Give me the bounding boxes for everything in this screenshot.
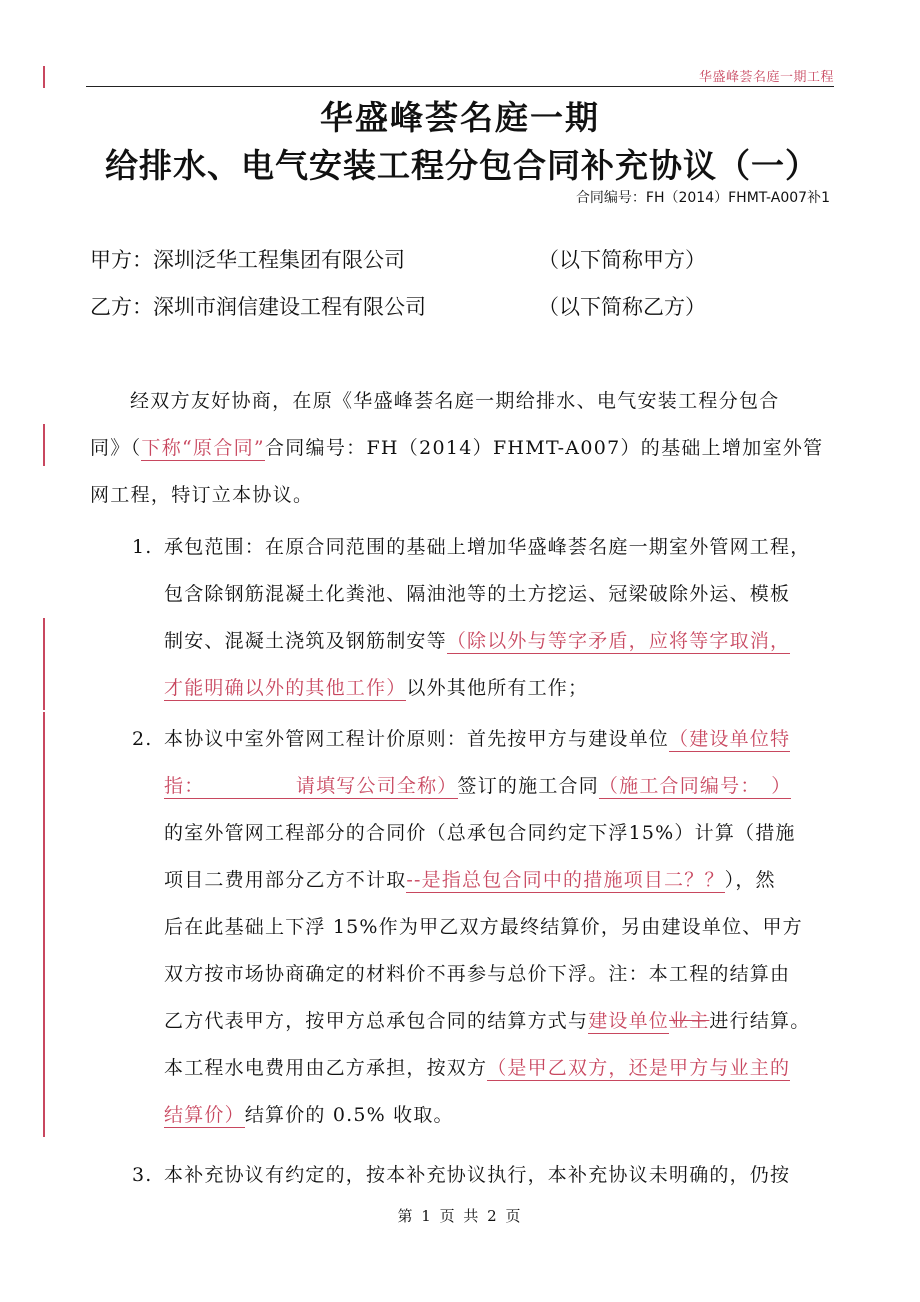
clause-line: 双方按市场协商确定的材料价不再参与总价下浮。注：本工程的结算由 — [164, 963, 791, 985]
clause-text-span: 本工程水电费用由乙方承担，按双方 — [164, 1057, 488, 1079]
clause-text — [164, 524, 836, 712]
annotation-text: 结算价） — [164, 1104, 245, 1126]
annotation-text: 才能明确以外的其他工作） — [164, 677, 407, 699]
deleted-text: 业主 — [669, 1010, 710, 1032]
clause-line — [164, 716, 836, 763]
document-title-line1: 华盛峰荟名庭一期 — [320, 98, 600, 137]
party-b-abbreviation: （以下简称乙方） — [538, 295, 706, 319]
intro-paragraph — [90, 378, 840, 519]
party-a-abbreviation: （以下简称甲方） — [538, 248, 706, 272]
clause-text-span: ），然 — [724, 869, 776, 891]
revision-mark — [43, 424, 45, 466]
party-b — [90, 291, 706, 321]
clause-text-span: 项目二费用部分乙方不计取 — [164, 869, 407, 891]
document-title-line2: 给排水、电气安装工程分包合同补充协议（一） — [105, 146, 819, 185]
intro-line — [90, 425, 840, 472]
clause-number: 2. — [132, 728, 153, 750]
annotation-text: （建设单位特 — [669, 728, 791, 750]
clause-number: 1. — [132, 536, 153, 558]
intro-line: 经双方友好协商，在原《华盛峰荟名庭一期给排水、电气安装工程分包合 — [130, 390, 780, 412]
clause-line — [164, 857, 836, 904]
running-header-title: 华盛峰荟名庭一期工程 — [698, 70, 834, 85]
revision-mark — [43, 618, 45, 710]
clause-line — [164, 1045, 836, 1092]
clause-line: 包含除钢筋混凝土化粪池、隔油池等的土方挖运、冠梁破除外运、模板 — [164, 583, 791, 605]
party-a-name: 甲方：深圳泛华工程集团有限公司 — [90, 248, 405, 272]
annotation-text: 下称“原合同” — [141, 437, 265, 459]
clause-number: 3. — [132, 1164, 153, 1186]
clause-line — [164, 665, 836, 712]
party-a — [90, 244, 706, 274]
page-number-footer: 第 1 页 共 2 页 — [397, 1207, 523, 1225]
revision-mark — [43, 712, 45, 1137]
intro-line: 网工程，特订立本协议。 — [90, 484, 314, 506]
revision-mark — [43, 66, 45, 88]
clause-text-span: 结算价的 0.5% 收取。 — [244, 1104, 454, 1126]
contract-number: 合同编号：FH（2014）FHMT-A007补1 — [575, 190, 830, 206]
header-rule — [86, 86, 834, 87]
clause-line: 本补充协议有约定的，按本补充协议执行，本补充协议未明确的，仍按 — [164, 1164, 791, 1186]
intro-text: 同》（ — [90, 437, 142, 459]
clause-line — [164, 998, 836, 1045]
clause-text-span: 制安、混凝土浇筑及钢筋制安等 — [164, 630, 447, 652]
annotation-text: （除以外与等字矛盾，应将等字取消， — [446, 630, 791, 652]
clause-line — [164, 618, 836, 665]
clause-line — [164, 763, 836, 810]
inserted-text: 建设单位 — [588, 1010, 670, 1032]
annotation-text: 指： 请填写公司全称） — [164, 775, 458, 797]
clause-line: 后在此基础上下浮 15%作为甲乙双方最终结算价，另由建设单位、甲方 — [164, 916, 803, 938]
clause-text — [164, 716, 836, 1139]
clause-text-span: 进行结算。 — [709, 1010, 811, 1032]
clause-text-span: 本协议中室外管网工程计价原则：首先按甲方与建设单位 — [164, 728, 670, 750]
party-b-name: 乙方：深圳市润信建设工程有限公司 — [90, 295, 426, 319]
clause-line: 的室外管网工程部分的合同价（总承包合同约定下浮15%）计算（措施 — [164, 822, 796, 844]
annotation-text: --是指总包合同中的措施项目二？？ — [406, 869, 725, 891]
clause-text-span: 签订的施工合同 — [457, 775, 599, 797]
clause-line — [164, 1092, 836, 1139]
clause-line: 承包范围：在原合同范围的基础上增加华盛峰荟名庭一期室外管网工程， — [164, 536, 811, 558]
clause-text-span: 以外其他所有工作； — [406, 677, 589, 699]
annotation-text: （施工合同编号： ） — [598, 775, 792, 797]
clause-text — [164, 1152, 836, 1199]
annotation-text: （是甲乙双方，还是甲方与业主的 — [487, 1057, 791, 1079]
clause-text-span: 乙方代表甲方，按甲方总承包合同的结算方式与 — [164, 1010, 589, 1032]
intro-text: 合同编号：FH（2014）FHMT-A007）的基础上增加室外管 — [264, 437, 824, 459]
